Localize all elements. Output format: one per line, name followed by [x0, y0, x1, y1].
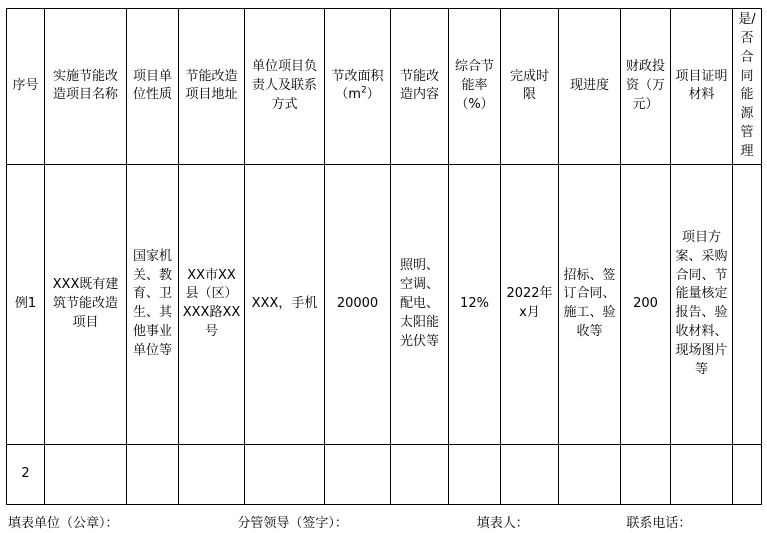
footer-filler: 填表人：: [476, 515, 529, 531]
header-cell-project-address: 节能改造项目地址: [179, 9, 245, 165]
cell-rate: 12%: [449, 164, 501, 444]
cell-unit-nature: 国家机关、教育、卫生、其他事业单位等: [127, 164, 179, 444]
footer-phone: 联系电话：: [626, 515, 692, 531]
cell-seq: 例1: [7, 164, 45, 444]
cell-emc: [733, 164, 762, 444]
cell-unit-nature[interactable]: [127, 444, 179, 504]
footer-fill-unit: 填表单位（公章）：: [8, 515, 119, 531]
cell-rate[interactable]: [449, 444, 501, 504]
cell-area: 20000: [325, 164, 391, 444]
header-cell-seq: 序号: [7, 9, 45, 165]
table-body: [7, 164, 762, 504]
header-cell-rate: 综合节能率（%）: [449, 9, 501, 165]
header-row: [7, 9, 762, 165]
cell-area[interactable]: [325, 444, 391, 504]
footer-leader-signature: 分管领导（签字）：: [237, 515, 348, 531]
header-area-unit-exponent: 2: [360, 86, 367, 97]
header-cell-project-name: 实施节能改造项目名称: [45, 9, 127, 165]
cell-content[interactable]: [391, 444, 449, 504]
table-row: [7, 164, 762, 444]
cell-materials[interactable]: [671, 444, 733, 504]
header-cell-deadline: 完成时限: [501, 9, 559, 165]
cell-deadline[interactable]: [501, 444, 559, 504]
energy-retrofit-project-table: [6, 8, 762, 505]
cell-project-name[interactable]: [45, 444, 127, 504]
cell-project-name: XXX既有建筑节能改造项目: [45, 164, 127, 444]
form-footer: [6, 515, 761, 533]
cell-project-address: XX市XX县（区）XXX路XX号: [179, 164, 245, 444]
cell-content: 照明、空调、配电、太阳能光伏等: [391, 164, 449, 444]
header-area-unit-prefix: （m: [335, 87, 361, 103]
header-cell-progress: 现进度: [559, 9, 621, 165]
cell-contact[interactable]: [245, 444, 325, 504]
header-area-text: 节改面积: [331, 68, 384, 84]
cell-emc[interactable]: [733, 444, 762, 504]
header-cell-materials: 项目证明材料: [671, 9, 733, 165]
cell-contact: XXX，手机: [245, 164, 325, 444]
header-cell-area: [325, 9, 391, 165]
cell-seq: 2: [7, 444, 45, 504]
cell-deadline: 2022年x月: [501, 164, 559, 444]
cell-investment[interactable]: [621, 444, 671, 504]
table-row: [7, 444, 762, 504]
cell-investment: 200: [621, 164, 671, 444]
header-cell-unit-nature: 项目单位性质: [127, 9, 179, 165]
cell-project-address[interactable]: [179, 444, 245, 504]
header-cell-emc: 是/否合同能源管理: [733, 9, 762, 165]
header-cell-content: 节能改造内容: [391, 9, 449, 165]
table-header: [7, 9, 762, 165]
header-area-unit-suffix: ）: [366, 87, 380, 103]
cell-progress: 招标、签订合同、施工、验收等: [559, 164, 621, 444]
header-cell-investment: 财政投资（万元）: [621, 9, 671, 165]
cell-progress[interactable]: [559, 444, 621, 504]
cell-materials: 项目方案、采购合同、节能量核定报告、验收材料、现场图片等: [671, 164, 733, 444]
header-cell-contact: 单位项目负责人及联系方式: [245, 9, 325, 165]
